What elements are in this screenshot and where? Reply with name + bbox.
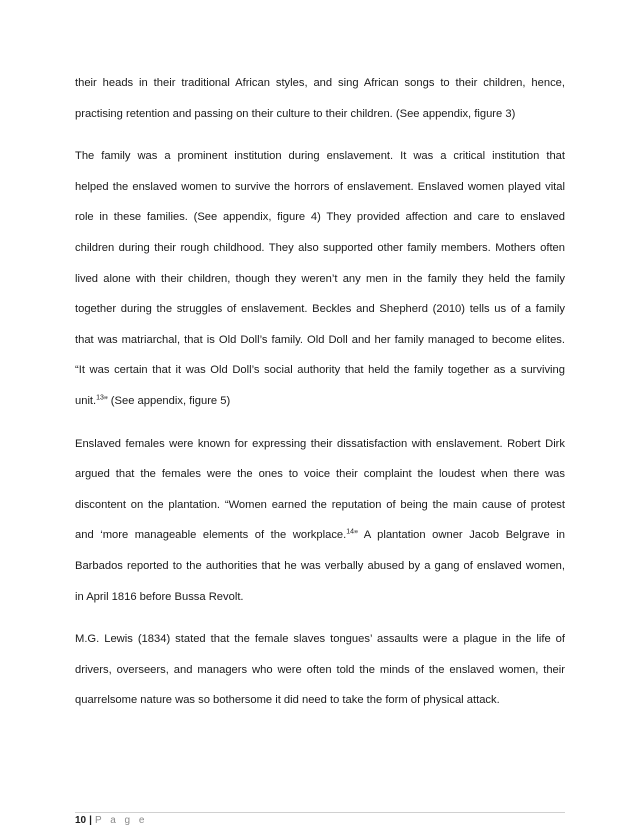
text-fragment: ” A plantation owner Jacob Belgrave in [354,529,566,542]
text-line: helped the enslaved women to survive the horrors of enslavement. Enslaved women played vital [75,180,565,193]
text-fragment: ” (See appendix, figure 5) [103,394,231,407]
text-line: quarrelsome nature was so bothersome it did need to take the form of physical attack. [75,694,500,707]
text-line-with-footnote [75,386,565,417]
text-line: Enslaved females were known for expressing their dissatisfaction with enslavement. Robert Dirk [75,437,565,450]
footer-separator: | [89,815,92,826]
page-number: 10 [75,815,87,826]
text-line: their heads in their traditional African styles, and sing African songs to their children, hence, [75,77,565,89]
text-line: The family was a prominent institution during enslavement. It was a critical institution that [75,150,565,163]
paragraph-2 [75,141,565,416]
text-fragment: and ‘more manageable elements of the workplace. [75,529,347,542]
text-line: M.G. Lewis (1834) stated that the female slaves tongues’ assaults were a plague in the life of [75,633,565,646]
text-line: drivers, overseers, and managers who were often told the minds of the enslaved women, their [75,663,565,676]
text-line: Barbados reported to the authorities that he was verbally abused by a gang of enslaved women, [75,559,565,572]
paragraph-1 [75,68,565,129]
text-line: practising retention and passing on their culture to their children. (See appendix, figure 3) [75,107,516,120]
footer-divider [75,812,565,813]
text-line: lived alone with their children, though they weren’t any men in the family they held the family [75,272,565,285]
text-line: children during their rough childhood. They also supported other family members. Mothers often [75,241,565,254]
footnote-ref: 13 [96,394,104,402]
text-line: “It was certain that it was Old Doll’s social authority that held the family together as a surviving [75,364,565,377]
text-line: that was matriarchal, that is Old Doll’s family. Old Doll and her family managed to become elites. [75,333,565,346]
text-line: argued that the females were the ones to voice their complaint the loudest when there was [75,468,565,481]
paragraph-3 [75,429,565,613]
body-text [75,68,565,728]
text-line: together during the struggles of enslavement. Beckles and Shepherd (2010) tells us of a family [75,303,565,316]
text-line: in April 1816 before Bussa Revolt. [75,590,244,603]
text-fragment: unit. [75,394,97,407]
footnote-ref: 14 [346,528,355,536]
text-line: role in these families. (See appendix, figure 4) They provided affection and care to enslaved [75,211,565,224]
page-footer [75,816,147,826]
text-line-with-footnote [75,520,565,551]
page-label: P a g e [94,815,148,826]
text-line: discontent on the plantation. “Women earned the reputation of being the main cause of protest [75,498,565,511]
paragraph-4 [75,624,565,716]
